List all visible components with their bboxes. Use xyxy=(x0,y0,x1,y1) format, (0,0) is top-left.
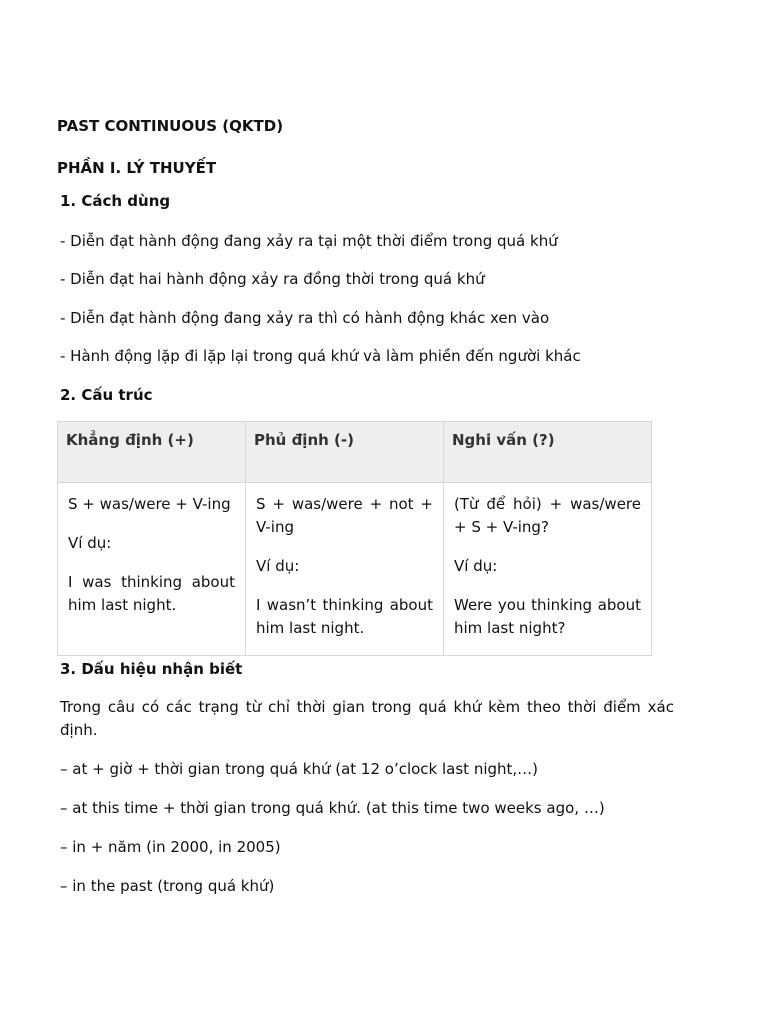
column-header-negative: Phủ định (-) xyxy=(246,422,444,483)
signals-intro: Trong câu có các trạng từ chỉ thời gian trong quá khứ kèm theo thời điểm xác định. xyxy=(60,698,674,739)
part-heading: PHẦN I. LÝ THUYẾT xyxy=(57,159,217,177)
document-title: PAST CONTINUOUS (QKTD) xyxy=(57,117,284,135)
formula-text: S + was/were + not + V-ing xyxy=(256,495,433,536)
signal-item: – in the past (trong quá khứ) xyxy=(60,877,275,895)
example-text: I was thinking about him last night. xyxy=(68,573,235,614)
usage-item: - Hành động lặp đi lặp lại trong quá khứ và làm phiền đến người khác xyxy=(60,347,581,365)
signal-item: – at + giờ + thời gian trong quá khứ (at 12 o’clock last night,…) xyxy=(60,760,539,778)
section-heading-usage: 1. Cách dùng xyxy=(60,192,171,210)
formula-text: (Từ để hỏi) + was/were + S + V-ing? xyxy=(454,495,641,536)
cell-affirmative xyxy=(58,483,246,656)
usage-item: - Diễn đạt hành động đang xảy ra thì có hành động khác xen vào xyxy=(60,309,550,327)
section-heading-structure: 2. Cấu trúc xyxy=(60,386,153,404)
example-text: Were you thinking about him last night? xyxy=(454,596,641,637)
table-header-row xyxy=(58,422,652,483)
cell-negative xyxy=(246,483,444,656)
signal-item: – at this time + thời gian trong quá khứ. (at this time two weeks ago, …) xyxy=(60,799,605,817)
usage-item: - Diễn đạt hai hành động xảy ra đồng thời trong quá khứ xyxy=(60,270,485,288)
cell-interrogative xyxy=(444,483,652,656)
usage-item: - Diễn đạt hành động đang xảy ra tại một thời điểm trong quá khứ xyxy=(60,232,558,250)
signal-item: – in + năm (in 2000, in 2005) xyxy=(60,838,281,856)
section-heading-signals: 3. Dấu hiệu nhận biết xyxy=(60,660,243,678)
example-label: Ví dụ: xyxy=(256,557,300,575)
example-label: Ví dụ: xyxy=(68,534,112,552)
example-label: Ví dụ: xyxy=(454,557,498,575)
structure-table xyxy=(57,421,652,656)
table-row xyxy=(58,483,652,656)
column-header-affirmative: Khẳng định (+) xyxy=(58,422,246,483)
formula-text: S + was/were + V-ing xyxy=(68,495,231,513)
column-header-interrogative: Nghi vấn (?) xyxy=(444,422,652,483)
example-text: I wasn’t thinking about him last night. xyxy=(256,596,433,637)
